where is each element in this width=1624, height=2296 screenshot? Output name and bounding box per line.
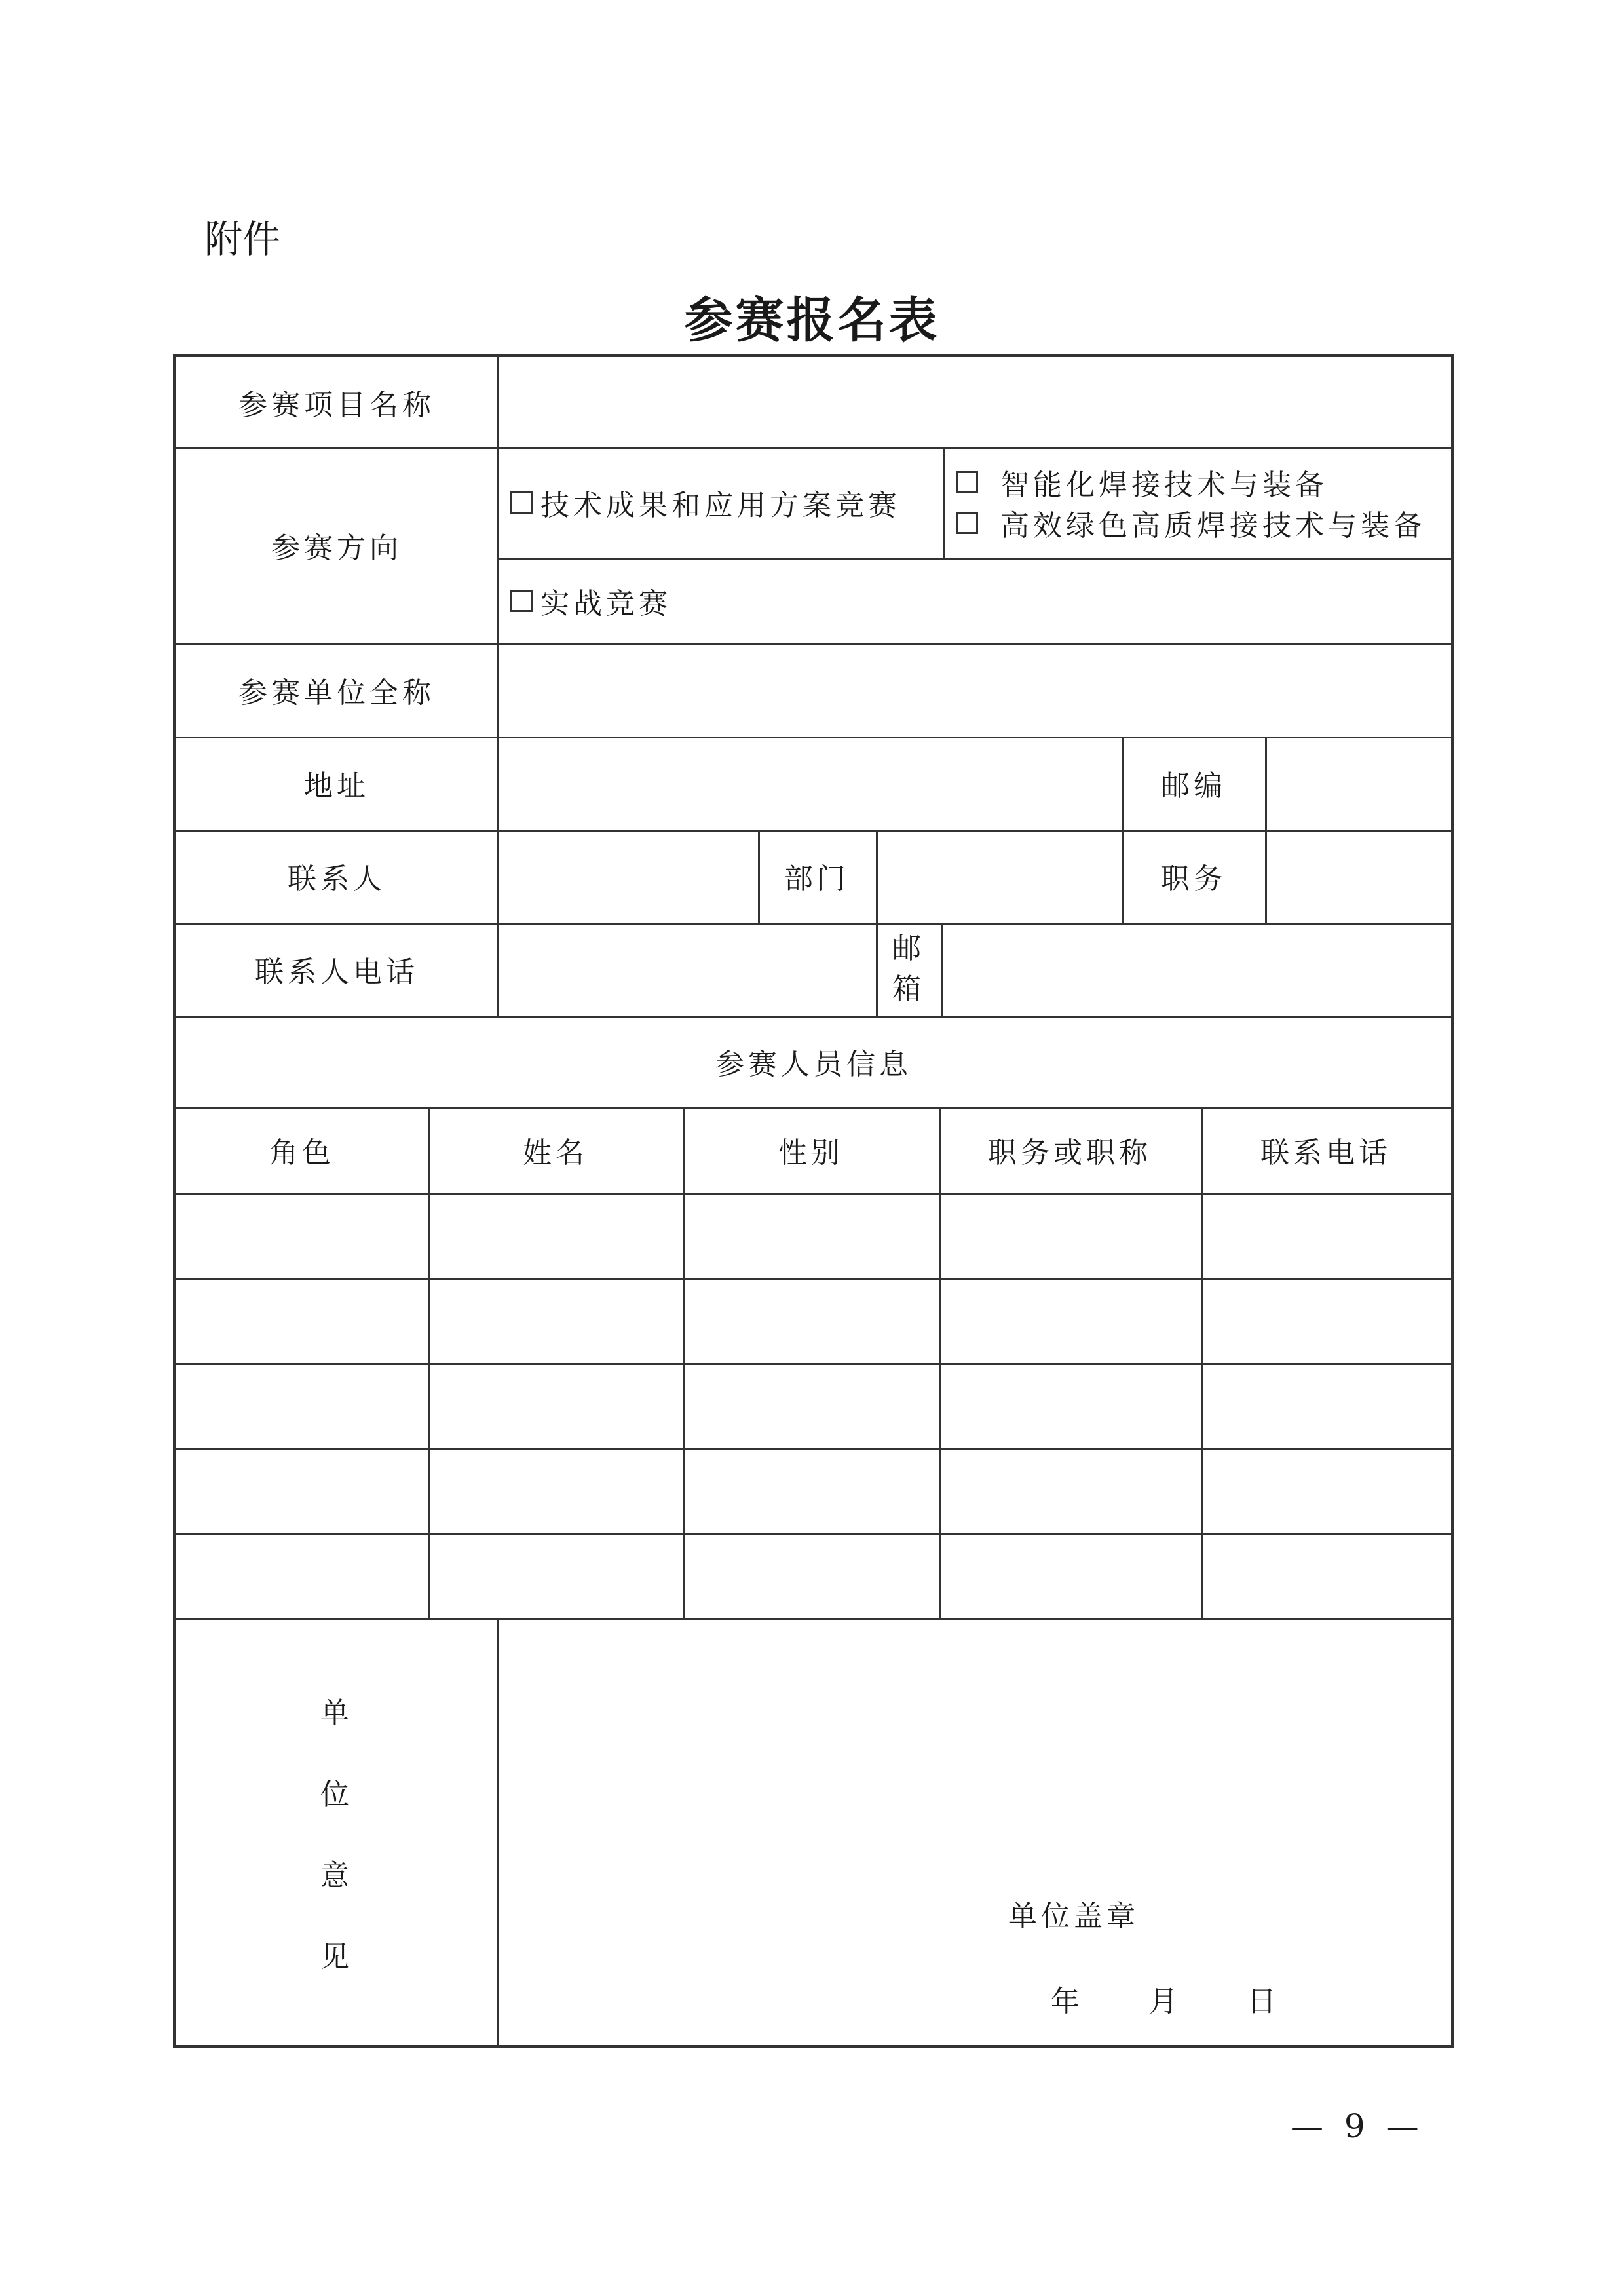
label-email bbox=[876, 923, 941, 1016]
column-header-name: 姓名 bbox=[523, 1136, 588, 1170]
participants-section-title: 参赛人员信息 bbox=[715, 1048, 912, 1081]
checkbox[interactable] bbox=[956, 512, 978, 534]
date-day-label: 日 bbox=[1247, 1985, 1280, 2018]
label-postcode: 邮编 bbox=[1161, 769, 1226, 803]
label-email-char: 邮 bbox=[892, 932, 925, 965]
col-divider bbox=[943, 447, 945, 558]
option-tech-achievement[interactable] bbox=[510, 447, 943, 558]
date-month-label: 月 bbox=[1149, 1985, 1182, 2018]
row-divider bbox=[176, 1193, 1451, 1195]
label-department: 部门 bbox=[784, 862, 850, 896]
label-char: 意 bbox=[320, 1858, 353, 1892]
column-header-gender: 性别 bbox=[778, 1136, 844, 1170]
column-header-role: 角色 bbox=[269, 1136, 335, 1170]
column-header-phone: 联系电话 bbox=[1260, 1136, 1391, 1170]
label-position: 职务 bbox=[1161, 862, 1226, 896]
sub-options bbox=[956, 462, 1426, 543]
attachment-label: 附件 bbox=[204, 217, 281, 261]
label-char: 单 bbox=[320, 1696, 353, 1730]
option-intelligent-welding[interactable] bbox=[956, 462, 1426, 503]
option-combat[interactable] bbox=[510, 558, 1447, 643]
checkbox[interactable] bbox=[956, 471, 978, 493]
label-contact: 联系人 bbox=[288, 862, 386, 896]
date-year-label: 年 bbox=[1051, 1985, 1084, 2018]
row-divider bbox=[176, 1448, 1451, 1450]
column-header-title: 职务或职称 bbox=[988, 1136, 1152, 1170]
label-contact-phone: 联系人电话 bbox=[255, 955, 419, 989]
registration-form bbox=[173, 354, 1454, 2048]
checkbox[interactable] bbox=[510, 491, 533, 514]
option-label: 实战竞赛 bbox=[540, 587, 671, 621]
col-divider bbox=[941, 923, 943, 1016]
row-divider bbox=[176, 1533, 1451, 1535]
label-address: 地址 bbox=[304, 769, 369, 803]
option-label: 智能化焊接技术与装备 bbox=[1000, 469, 1328, 502]
row-divider bbox=[176, 1363, 1451, 1365]
label-char: 位 bbox=[320, 1777, 353, 1811]
option-label: 技术成果和应用方案竞赛 bbox=[540, 489, 901, 522]
form-title: 参赛报名表 bbox=[684, 292, 940, 349]
option-green-welding[interactable] bbox=[956, 503, 1426, 543]
col-divider bbox=[497, 357, 499, 1016]
label-email-char: 箱 bbox=[892, 972, 925, 1006]
col-divider bbox=[497, 1618, 499, 2045]
label-project-name: 参赛项目名称 bbox=[238, 388, 435, 422]
checkbox[interactable] bbox=[510, 590, 533, 612]
label-unit-full-name: 参赛单位全称 bbox=[238, 676, 435, 710]
col-divider bbox=[1265, 737, 1267, 923]
row-divider bbox=[176, 1278, 1451, 1280]
unit-seal-label: 单位盖章 bbox=[1008, 1900, 1139, 1933]
label-char: 见 bbox=[320, 1940, 353, 1974]
option-label: 高效绿色高质焊接技术与装备 bbox=[1000, 509, 1426, 543]
label-direction: 参赛方向 bbox=[271, 531, 402, 565]
label-unit-opinion bbox=[176, 1618, 497, 2045]
page-number: — 9 — bbox=[1291, 2107, 1424, 2145]
